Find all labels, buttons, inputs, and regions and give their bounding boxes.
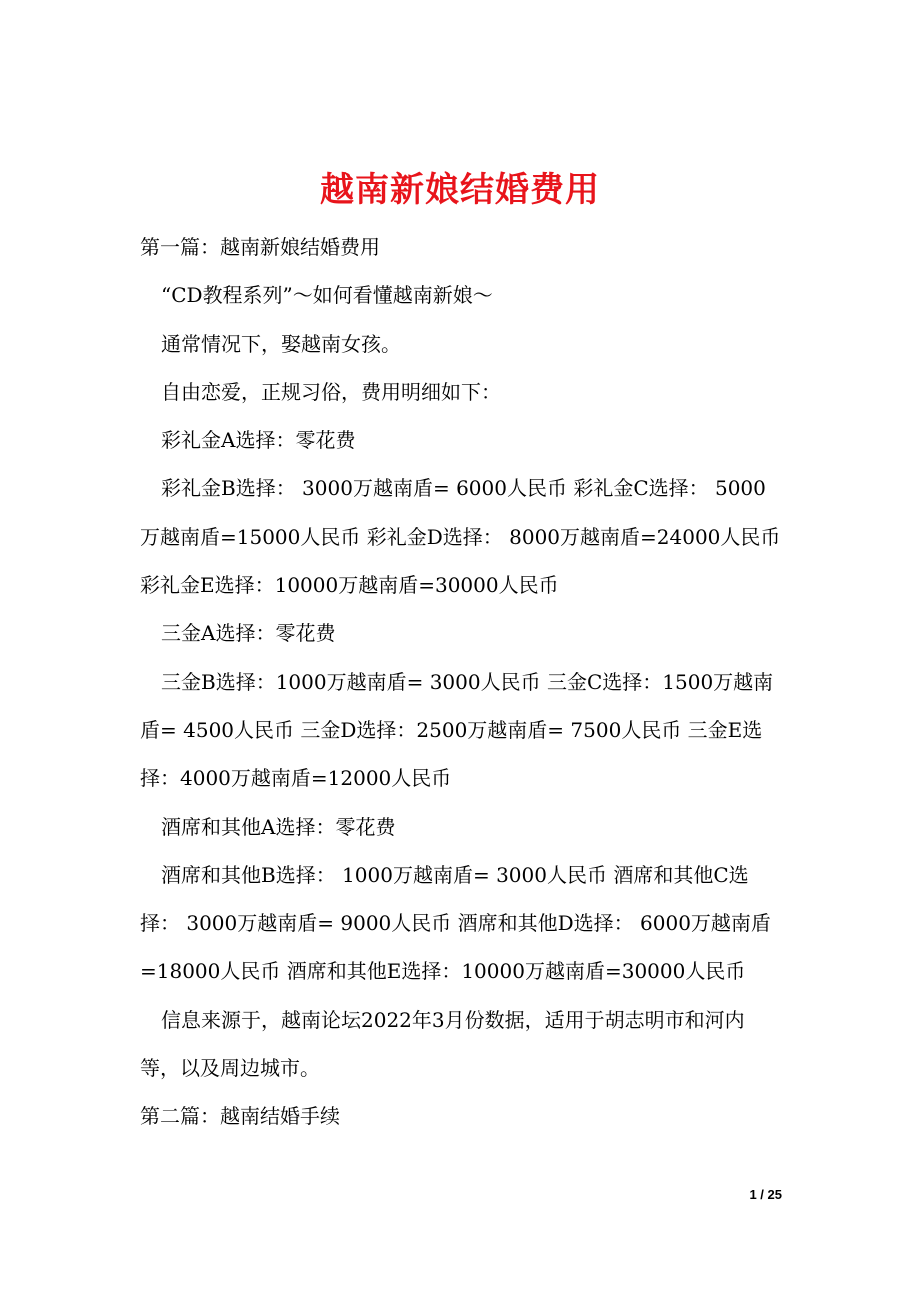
paragraph: 彩礼金B选择： 3000万越南盾= 6000人民币 彩礼金C选择： 5000万越南盾=15000人民币 彩礼金D选择： 8000万越南盾=24000人民币 彩礼金E选择：10000万越南盾=30000人民币: [140, 476, 781, 598]
paragraph: 酒席和其他A选择：零花费: [161, 814, 396, 839]
paragraph: “CD教程系列”～如何看懂越南新娘～: [161, 283, 493, 308]
paragraph: 通常情况下，娶越南女孩。: [161, 331, 401, 356]
paragraph: 彩礼金A选择：零花费: [161, 428, 356, 453]
document-body: [140, 223, 782, 1141]
section-heading-2: 第二篇：越南结婚手续: [140, 1104, 340, 1129]
paragraph: 信息来源于，越南论坛2022年3月份数据，适用于胡志明市和河内等，以及周边城市。: [140, 1007, 745, 1081]
page-number: 1 / 25: [749, 1187, 782, 1202]
paragraph: 三金B选择：1000万越南盾= 3000人民币 三金C选择：1500万越南盾= 4500人民币 三金D选择：2500万越南盾= 7500人民币 三金E选择：4000万越南盾=12000人民币: [140, 669, 774, 791]
paragraph: 三金A选择：零花费: [161, 621, 336, 646]
paragraph: 自由恋爱，正规习俗，费用明细如下：: [161, 379, 501, 404]
document-title: 越南新娘结婚费用: [320, 169, 600, 210]
paragraph: 酒席和其他B选择： 1000万越南盾= 3000人民币 酒席和其他C选择： 3000万越南盾= 9000人民币 酒席和其他D选择： 6000万越南盾=18000人民币 酒席和其他E选择：10000万越南盾=30000人民币: [140, 862, 771, 984]
section-heading-1: 第一篇：越南新娘结婚费用: [140, 235, 380, 259]
